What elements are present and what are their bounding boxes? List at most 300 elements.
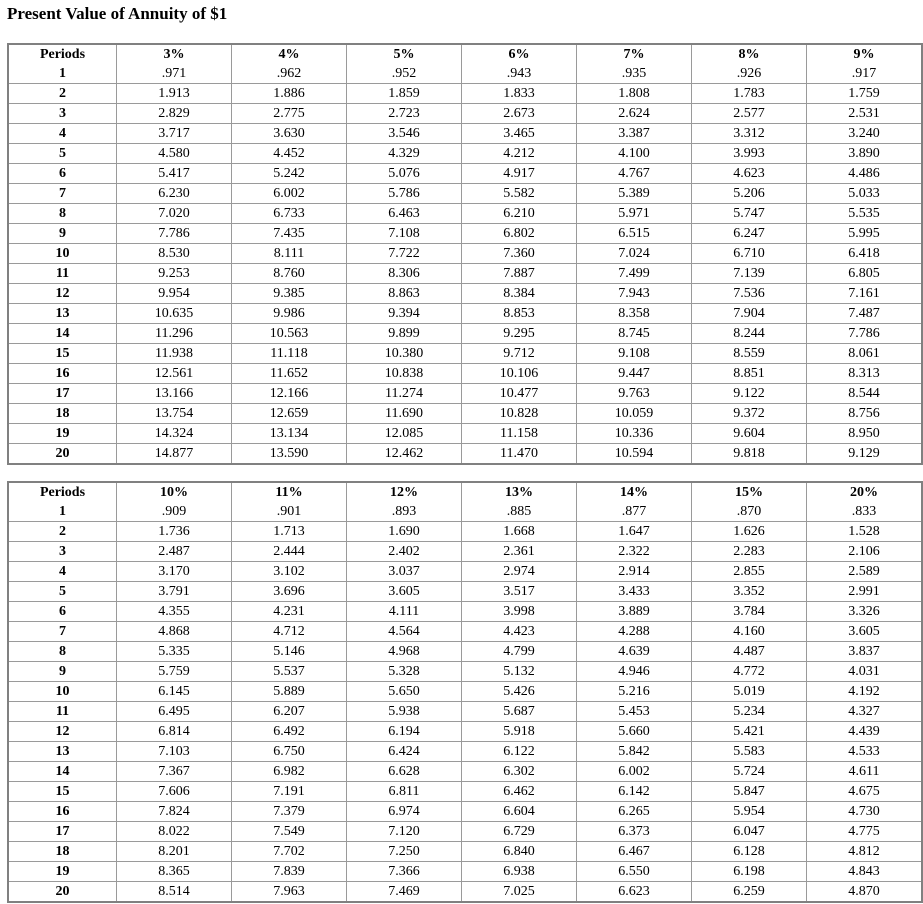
value-cell: 9.253: [116, 263, 231, 283]
value-cell: 3.352: [691, 581, 806, 601]
value-cell: 8.358: [576, 303, 691, 323]
period-cell: 3: [9, 103, 116, 123]
value-cell: 1.528: [806, 521, 921, 541]
value-cell: 5.918: [461, 721, 576, 741]
period-cell: 6: [9, 601, 116, 621]
table-row: [9, 881, 921, 901]
value-cell: 10.563: [231, 323, 346, 343]
period-cell: 8: [9, 203, 116, 223]
value-cell: 4.111: [346, 601, 461, 621]
rate-header: 11%: [231, 483, 346, 502]
value-cell: 5.724: [691, 761, 806, 781]
value-cell: 5.971: [576, 203, 691, 223]
rate-header: 7%: [576, 45, 691, 64]
value-cell: 7.024: [576, 243, 691, 263]
value-cell: 8.760: [231, 263, 346, 283]
rate-header: 15%: [691, 483, 806, 502]
value-cell: 3.890: [806, 143, 921, 163]
value-cell: .885: [461, 502, 576, 521]
value-cell: 9.954: [116, 283, 231, 303]
value-cell: 2.914: [576, 561, 691, 581]
value-cell: 3.102: [231, 561, 346, 581]
value-cell: 2.322: [576, 541, 691, 561]
period-cell: 18: [9, 841, 116, 861]
value-cell: 11.652: [231, 363, 346, 383]
period-cell: 16: [9, 363, 116, 383]
value-cell: 4.327: [806, 701, 921, 721]
value-cell: 7.191: [231, 781, 346, 801]
table-row: [9, 581, 921, 601]
value-cell: 4.192: [806, 681, 921, 701]
value-cell: 1.808: [576, 83, 691, 103]
value-cell: 9.763: [576, 383, 691, 403]
value-cell: 8.313: [806, 363, 921, 383]
value-cell: 5.537: [231, 661, 346, 681]
value-cell: 5.660: [576, 721, 691, 741]
table-row: [9, 641, 921, 661]
value-cell: 6.122: [461, 741, 576, 761]
value-cell: 7.963: [231, 881, 346, 901]
value-cell: 2.577: [691, 103, 806, 123]
value-cell: 9.712: [461, 343, 576, 363]
value-cell: 6.492: [231, 721, 346, 741]
rate-header: 14%: [576, 483, 691, 502]
value-cell: 5.033: [806, 183, 921, 203]
value-cell: 14.324: [116, 423, 231, 443]
table-row: [9, 223, 921, 243]
value-cell: 6.623: [576, 881, 691, 901]
table-row: [9, 781, 921, 801]
value-cell: 7.103: [116, 741, 231, 761]
value-cell: 7.824: [116, 801, 231, 821]
value-cell: 5.535: [806, 203, 921, 223]
value-cell: 3.387: [576, 123, 691, 143]
value-cell: 6.733: [231, 203, 346, 223]
value-cell: 6.210: [461, 203, 576, 223]
value-cell: 9.604: [691, 423, 806, 443]
table-row: [9, 661, 921, 681]
value-cell: 5.889: [231, 681, 346, 701]
period-cell: 3: [9, 541, 116, 561]
page-title: Present Value of Annuity of $1: [7, 4, 228, 23]
value-cell: 4.968: [346, 641, 461, 661]
value-cell: 2.974: [461, 561, 576, 581]
value-cell: 6.373: [576, 821, 691, 841]
value-cell: 5.759: [116, 661, 231, 681]
table-row: [9, 801, 921, 821]
value-cell: 11.118: [231, 343, 346, 363]
value-cell: 7.360: [461, 243, 576, 263]
value-cell: 7.536: [691, 283, 806, 303]
value-cell: 9.372: [691, 403, 806, 423]
value-cell: 7.904: [691, 303, 806, 323]
value-cell: .901: [231, 502, 346, 521]
value-cell: 8.365: [116, 861, 231, 881]
value-cell: 6.974: [346, 801, 461, 821]
value-cell: 6.840: [461, 841, 576, 861]
value-cell: 8.244: [691, 323, 806, 343]
value-cell: 7.887: [461, 263, 576, 283]
value-cell: 7.366: [346, 861, 461, 881]
value-cell: 11.296: [116, 323, 231, 343]
value-cell: 10.828: [461, 403, 576, 423]
header-row: [9, 45, 921, 64]
value-cell: 4.917: [461, 163, 576, 183]
value-cell: 13.134: [231, 423, 346, 443]
value-cell: 7.108: [346, 223, 461, 243]
value-cell: 5.687: [461, 701, 576, 721]
table-row: [9, 403, 921, 423]
value-cell: 12.462: [346, 443, 461, 463]
value-cell: 6.710: [691, 243, 806, 263]
value-cell: 5.747: [691, 203, 806, 223]
value-cell: 2.991: [806, 581, 921, 601]
value-cell: 5.954: [691, 801, 806, 821]
table-row: [9, 621, 921, 641]
value-cell: 4.870: [806, 881, 921, 901]
value-cell: 4.533: [806, 741, 921, 761]
rate-header: 4%: [231, 45, 346, 64]
value-cell: 2.589: [806, 561, 921, 581]
period-cell: 11: [9, 701, 116, 721]
value-cell: .943: [461, 64, 576, 83]
value-cell: 4.767: [576, 163, 691, 183]
value-cell: 9.818: [691, 443, 806, 463]
value-cell: 7.606: [116, 781, 231, 801]
table-row: [9, 363, 921, 383]
rate-header: 20%: [806, 483, 921, 502]
value-cell: 4.712: [231, 621, 346, 641]
value-cell: 13.754: [116, 403, 231, 423]
value-cell: 8.863: [346, 283, 461, 303]
value-cell: .971: [116, 64, 231, 83]
rate-header: 6%: [461, 45, 576, 64]
value-cell: 7.786: [116, 223, 231, 243]
value-cell: 5.335: [116, 641, 231, 661]
rate-header: 9%: [806, 45, 921, 64]
value-cell: 3.312: [691, 123, 806, 143]
value-cell: 8.111: [231, 243, 346, 263]
value-cell: 3.465: [461, 123, 576, 143]
value-cell: .952: [346, 64, 461, 83]
value-cell: 9.295: [461, 323, 576, 343]
value-cell: 5.938: [346, 701, 461, 721]
value-cell: 8.201: [116, 841, 231, 861]
value-cell: 14.877: [116, 443, 231, 463]
value-cell: 6.805: [806, 263, 921, 283]
rate-header: 13%: [461, 483, 576, 502]
table-row: [9, 343, 921, 363]
value-cell: 9.394: [346, 303, 461, 323]
value-cell: 5.076: [346, 163, 461, 183]
value-cell: 9.385: [231, 283, 346, 303]
table-row: [9, 143, 921, 163]
value-cell: 6.198: [691, 861, 806, 881]
table-row: [9, 502, 921, 521]
value-cell: 2.487: [116, 541, 231, 561]
value-cell: 5.421: [691, 721, 806, 741]
value-cell: 2.531: [806, 103, 921, 123]
table-row: [9, 521, 921, 541]
period-cell: 13: [9, 303, 116, 323]
value-cell: 6.811: [346, 781, 461, 801]
value-cell: 6.265: [576, 801, 691, 821]
value-cell: 10.336: [576, 423, 691, 443]
value-cell: 3.784: [691, 601, 806, 621]
value-cell: .870: [691, 502, 806, 521]
value-cell: 2.402: [346, 541, 461, 561]
table-row: [9, 443, 921, 463]
value-cell: 3.170: [116, 561, 231, 581]
table-row: [9, 64, 921, 83]
value-cell: 4.946: [576, 661, 691, 681]
value-cell: 7.379: [231, 801, 346, 821]
value-cell: 12.085: [346, 423, 461, 443]
value-cell: 7.161: [806, 283, 921, 303]
period-cell: 4: [9, 123, 116, 143]
value-cell: 4.675: [806, 781, 921, 801]
period-cell: 20: [9, 881, 116, 901]
value-cell: 4.611: [806, 761, 921, 781]
value-cell: 5.417: [116, 163, 231, 183]
value-cell: 2.775: [231, 103, 346, 123]
value-cell: 7.139: [691, 263, 806, 283]
value-cell: 4.100: [576, 143, 691, 163]
value-cell: 6.247: [691, 223, 806, 243]
period-cell: 8: [9, 641, 116, 661]
value-cell: 5.842: [576, 741, 691, 761]
value-cell: 6.002: [231, 183, 346, 203]
value-cell: 1.626: [691, 521, 806, 541]
value-cell: 7.499: [576, 263, 691, 283]
value-cell: 6.550: [576, 861, 691, 881]
table-row: [9, 123, 921, 143]
value-cell: 4.329: [346, 143, 461, 163]
period-cell: 15: [9, 343, 116, 363]
value-cell: 1.647: [576, 521, 691, 541]
value-cell: .935: [576, 64, 691, 83]
value-cell: 1.859: [346, 83, 461, 103]
period-cell: 16: [9, 801, 116, 821]
value-cell: 9.986: [231, 303, 346, 323]
value-cell: 6.230: [116, 183, 231, 203]
table-row: [9, 821, 921, 841]
period-cell: 11: [9, 263, 116, 283]
period-cell: 5: [9, 143, 116, 163]
value-cell: 4.843: [806, 861, 921, 881]
value-cell: 5.650: [346, 681, 461, 701]
value-cell: 8.544: [806, 383, 921, 403]
value-cell: 5.582: [461, 183, 576, 203]
table-row: [9, 841, 921, 861]
period-cell: 9: [9, 223, 116, 243]
value-cell: 6.814: [116, 721, 231, 741]
value-cell: 4.580: [116, 143, 231, 163]
table-row: [9, 83, 921, 103]
period-cell: 7: [9, 183, 116, 203]
value-cell: 12.561: [116, 363, 231, 383]
value-cell: 8.022: [116, 821, 231, 841]
value-cell: 7.943: [576, 283, 691, 303]
table-row: [9, 203, 921, 223]
table-row: [9, 701, 921, 721]
value-cell: 4.486: [806, 163, 921, 183]
value-cell: 5.216: [576, 681, 691, 701]
value-cell: 4.623: [691, 163, 806, 183]
value-cell: 3.605: [346, 581, 461, 601]
value-cell: 3.791: [116, 581, 231, 601]
value-cell: 6.729: [461, 821, 576, 841]
value-cell: 9.108: [576, 343, 691, 363]
value-cell: 3.993: [691, 143, 806, 163]
value-cell: 4.031: [806, 661, 921, 681]
table-row: [9, 601, 921, 621]
value-cell: 12.166: [231, 383, 346, 403]
value-cell: 10.838: [346, 363, 461, 383]
value-cell: 3.433: [576, 581, 691, 601]
value-cell: 11.274: [346, 383, 461, 403]
value-cell: 6.938: [461, 861, 576, 881]
value-cell: 4.775: [806, 821, 921, 841]
value-cell: 11.470: [461, 443, 576, 463]
value-cell: 9.899: [346, 323, 461, 343]
value-cell: 7.722: [346, 243, 461, 263]
value-cell: 5.242: [231, 163, 346, 183]
table-row: [9, 541, 921, 561]
value-cell: 6.604: [461, 801, 576, 821]
rate-header: 12%: [346, 483, 461, 502]
period-cell: 20: [9, 443, 116, 463]
value-cell: 1.668: [461, 521, 576, 541]
value-cell: 4.730: [806, 801, 921, 821]
value-cell: 3.326: [806, 601, 921, 621]
value-cell: .962: [231, 64, 346, 83]
value-cell: .877: [576, 502, 691, 521]
value-cell: 8.559: [691, 343, 806, 363]
value-cell: 6.002: [576, 761, 691, 781]
period-cell: 13: [9, 741, 116, 761]
period-cell: 17: [9, 821, 116, 841]
value-cell: 4.799: [461, 641, 576, 661]
value-cell: 5.453: [576, 701, 691, 721]
value-cell: 1.690: [346, 521, 461, 541]
value-cell: 3.630: [231, 123, 346, 143]
value-cell: 4.639: [576, 641, 691, 661]
value-cell: 7.435: [231, 223, 346, 243]
value-cell: 2.829: [116, 103, 231, 123]
value-cell: 11.690: [346, 403, 461, 423]
period-cell: 5: [9, 581, 116, 601]
annuity-table-10-to-20-percent: [7, 481, 923, 903]
value-cell: 5.786: [346, 183, 461, 203]
value-cell: 10.594: [576, 443, 691, 463]
value-cell: 6.515: [576, 223, 691, 243]
period-cell: 4: [9, 561, 116, 581]
annuity-table-3-to-9-percent: [7, 43, 923, 465]
table-row: [9, 423, 921, 443]
value-cell: 3.240: [806, 123, 921, 143]
period-cell: 2: [9, 83, 116, 103]
value-cell: 6.424: [346, 741, 461, 761]
value-cell: 5.847: [691, 781, 806, 801]
period-cell: 9: [9, 661, 116, 681]
value-cell: 10.635: [116, 303, 231, 323]
periods-header: Periods: [39, 485, 86, 500]
value-cell: 4.160: [691, 621, 806, 641]
period-cell: 7: [9, 621, 116, 641]
value-cell: 6.047: [691, 821, 806, 841]
value-cell: .833: [806, 502, 921, 521]
value-cell: 7.367: [116, 761, 231, 781]
value-cell: 3.546: [346, 123, 461, 143]
value-cell: 5.389: [576, 183, 691, 203]
table-row: [9, 283, 921, 303]
value-cell: 7.120: [346, 821, 461, 841]
value-cell: 8.514: [116, 881, 231, 901]
value-cell: .909: [116, 502, 231, 521]
value-cell: 10.477: [461, 383, 576, 403]
value-cell: 5.132: [461, 661, 576, 681]
value-cell: 9.129: [806, 443, 921, 463]
value-cell: 2.673: [461, 103, 576, 123]
value-cell: 5.146: [231, 641, 346, 661]
value-cell: 2.855: [691, 561, 806, 581]
value-cell: 6.463: [346, 203, 461, 223]
value-cell: 3.998: [461, 601, 576, 621]
period-cell: 18: [9, 403, 116, 423]
value-cell: 10.106: [461, 363, 576, 383]
value-cell: 5.426: [461, 681, 576, 701]
value-cell: 7.549: [231, 821, 346, 841]
period-cell: 12: [9, 721, 116, 741]
value-cell: 7.020: [116, 203, 231, 223]
value-cell: 2.624: [576, 103, 691, 123]
value-cell: 6.982: [231, 761, 346, 781]
value-cell: 7.786: [806, 323, 921, 343]
value-cell: 4.564: [346, 621, 461, 641]
value-cell: 8.384: [461, 283, 576, 303]
value-cell: 2.361: [461, 541, 576, 561]
value-cell: 10.059: [576, 403, 691, 423]
value-cell: 2.723: [346, 103, 461, 123]
value-cell: 6.467: [576, 841, 691, 861]
value-cell: 5.019: [691, 681, 806, 701]
value-cell: 7.839: [231, 861, 346, 881]
value-cell: 4.812: [806, 841, 921, 861]
value-cell: .926: [691, 64, 806, 83]
value-cell: 13.166: [116, 383, 231, 403]
value-cell: 5.995: [806, 223, 921, 243]
value-cell: .893: [346, 502, 461, 521]
value-cell: 9.122: [691, 383, 806, 403]
value-cell: 4.452: [231, 143, 346, 163]
table-row: [9, 861, 921, 881]
value-cell: 10.380: [346, 343, 461, 363]
rate-header: 3%: [116, 45, 231, 64]
value-cell: 8.950: [806, 423, 921, 443]
value-cell: 6.418: [806, 243, 921, 263]
value-cell: 1.713: [231, 521, 346, 541]
rate-header: 5%: [346, 45, 461, 64]
value-cell: 6.628: [346, 761, 461, 781]
value-cell: 7.469: [346, 881, 461, 901]
value-cell: 4.487: [691, 641, 806, 661]
value-cell: 4.355: [116, 601, 231, 621]
period-cell: 14: [9, 761, 116, 781]
period-cell: 1: [59, 66, 66, 81]
period-cell: 10: [9, 681, 116, 701]
period-cell: 6: [9, 163, 116, 183]
